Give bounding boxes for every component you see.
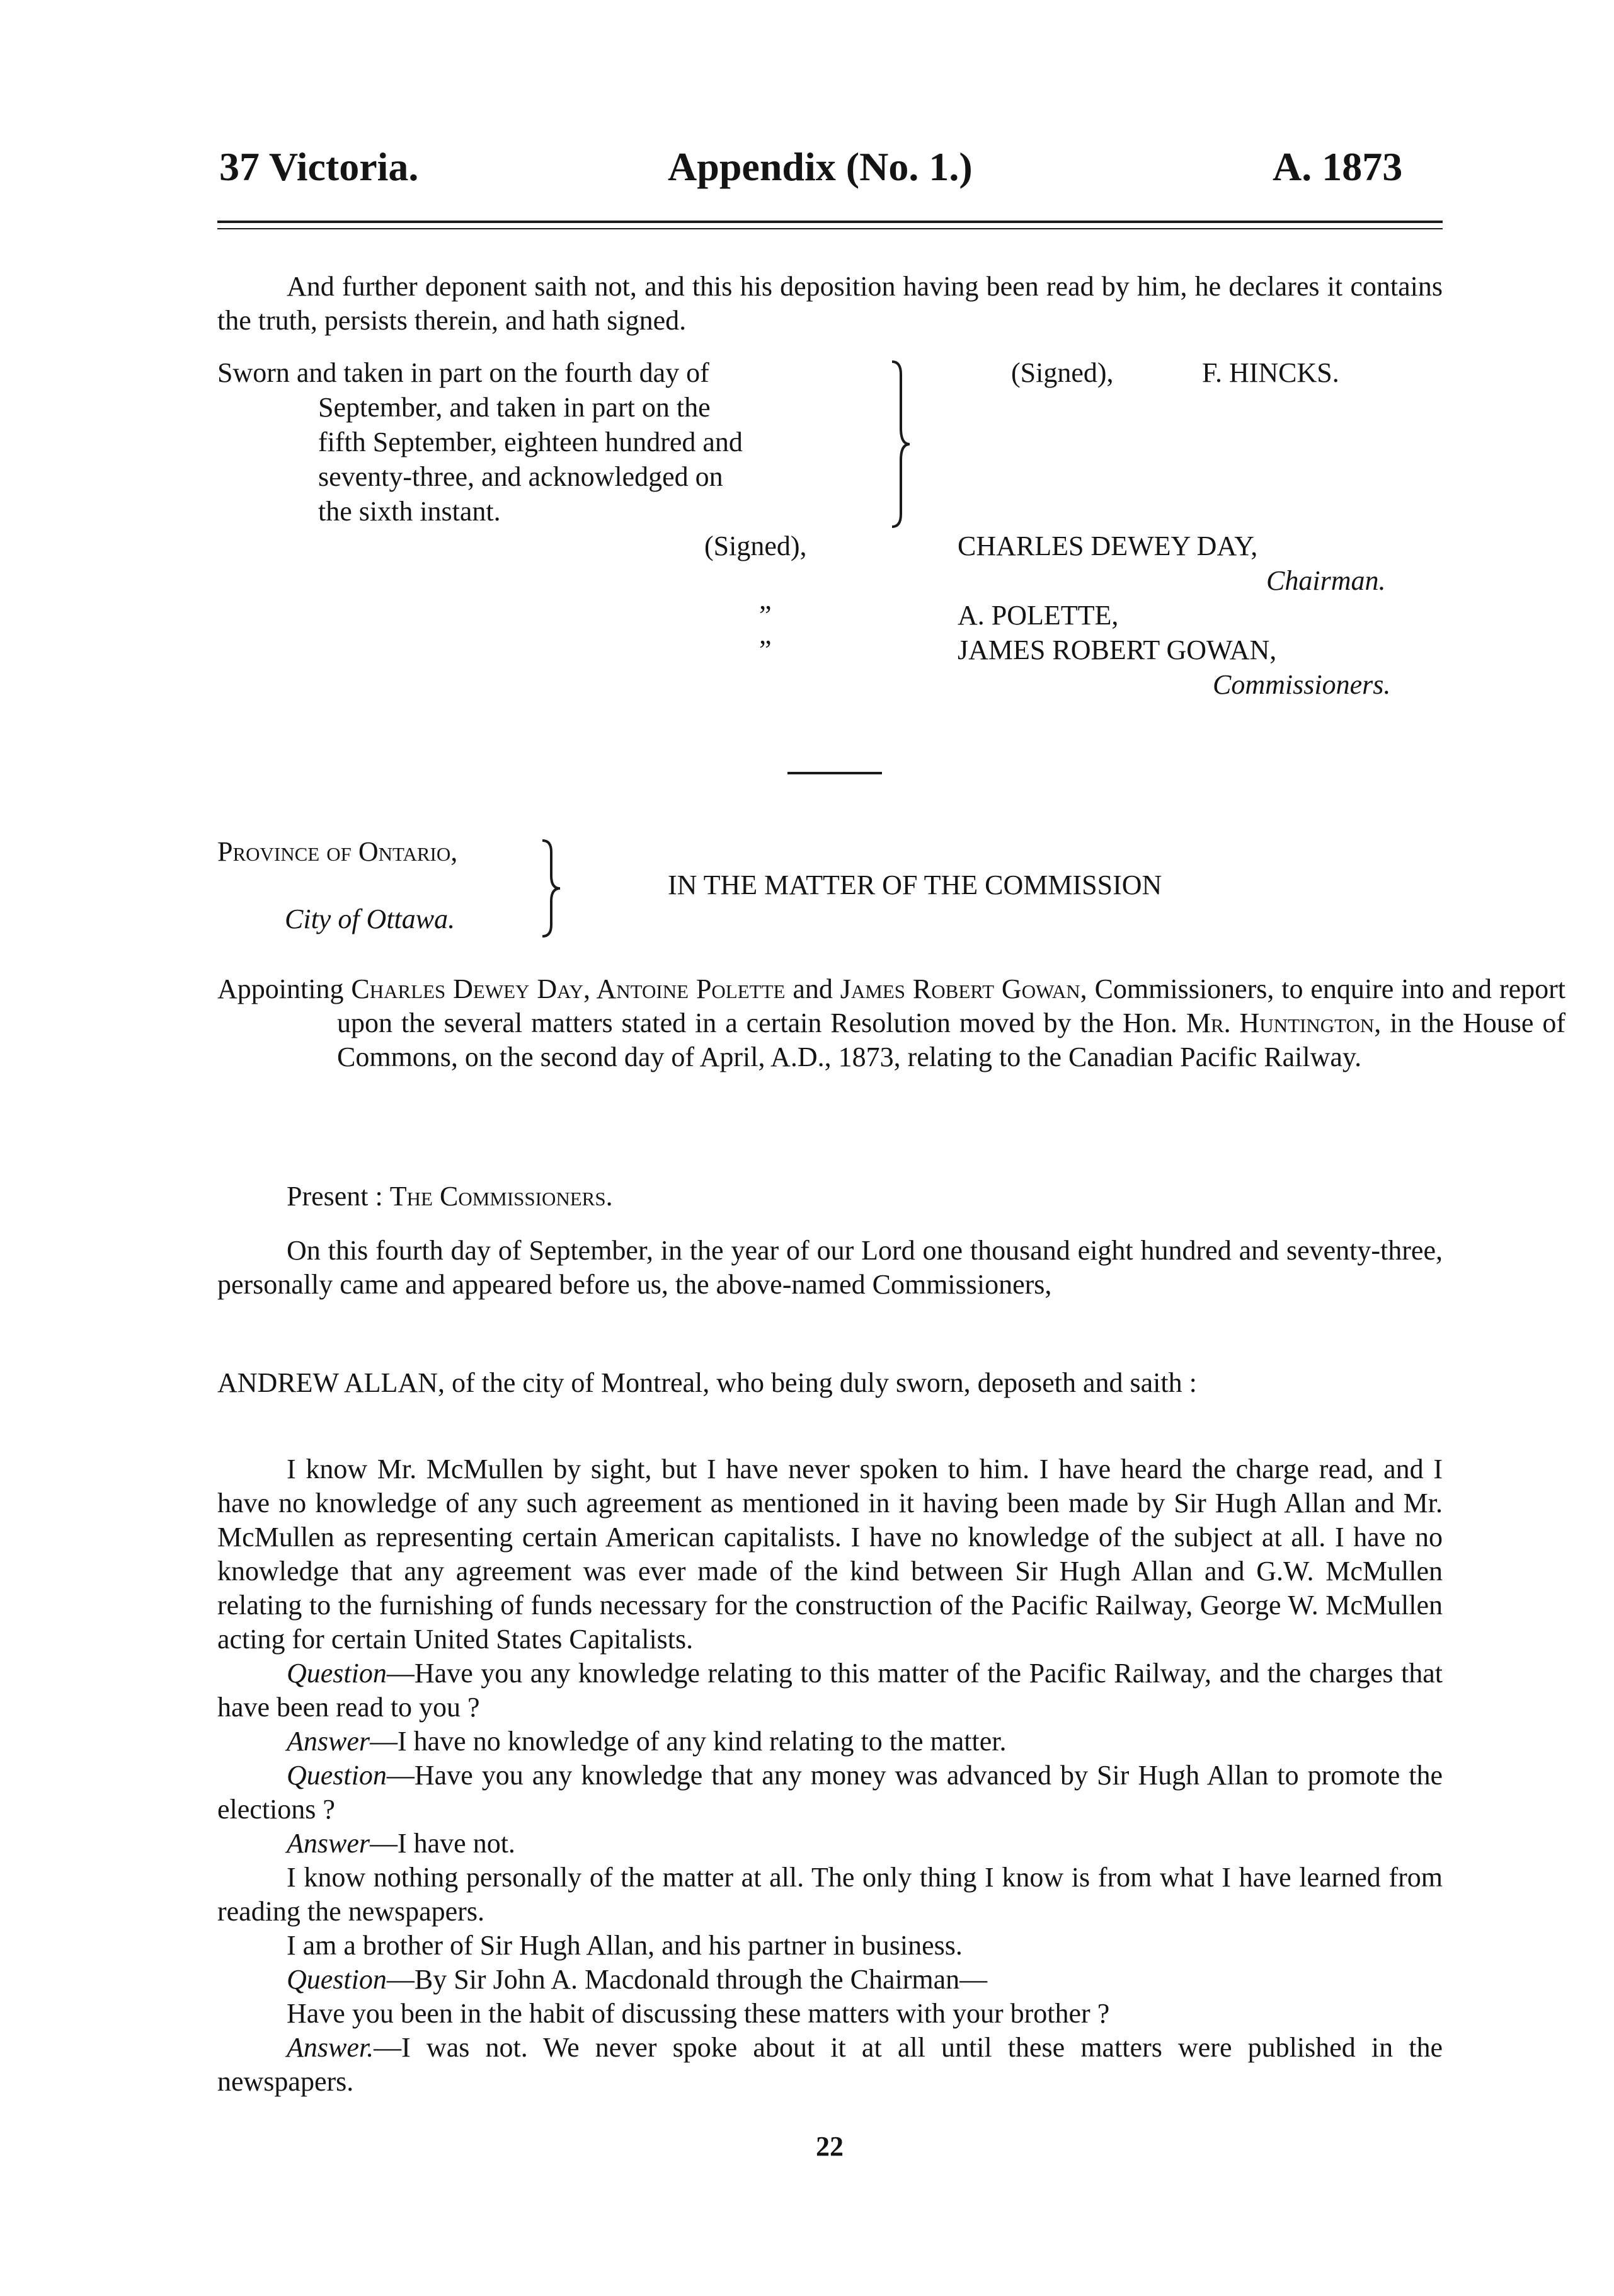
- sworn-line-2: September, and taken in part on the: [318, 392, 711, 423]
- commissioner-polette: A. POLETTE,: [958, 600, 1119, 631]
- sworn-line-5: the sixth instant.: [318, 496, 501, 527]
- venue-brace: [539, 838, 564, 939]
- commission-matter: IN THE MATTER OF THE COMMISSION: [668, 870, 1162, 900]
- appointing-body: Commissioners, to enquire into and report upon the several matters stated in a certain Resolution moved by the Hon.: [337, 973, 1566, 1038]
- appointing-body-end: in the House of Commons, on the second day of April, A.D., 1873, relating to the Canadian Pacific Railway.: [337, 1007, 1565, 1072]
- hincks-signed-label: (Signed),: [1011, 357, 1114, 388]
- opening-paragraph: On this fourth day of September, in the year of our Lord one thousand eight hundred and seventy-three, personally came and appeared before us, the above-named Commissioners,: [217, 1235, 1443, 1300]
- section-divider: [787, 772, 882, 774]
- appointing-mover: Mr. Huntington,: [1186, 1007, 1382, 1038]
- commissioner-gowan: JAMES ROBERT GOWAN,: [958, 634, 1277, 665]
- ditto-mark-2: ”: [759, 634, 772, 665]
- deposition-close: And further deponent saith not, and this his deposition having been read by him, he declares it contains the truth, persists therein, and hath signed.: [217, 271, 1443, 336]
- testimony-answer-1: Answer—I have no knowledge of any kind relating to the matter.: [287, 1726, 1007, 1757]
- appointing-names: Charles Dewey Day, Antoine Polette: [351, 973, 786, 1004]
- header-rule-top: [217, 221, 1443, 223]
- sworn-brace: [888, 359, 913, 529]
- testimony-para-3: I am a brother of Sir Hugh Allan, and his partner in business.: [287, 1930, 963, 1961]
- page-number: 22: [816, 2131, 844, 2162]
- witness-name: ANDREW ALLAN,: [217, 1367, 445, 1398]
- testimony-question-3: Question—By Sir John A. Macdonald through the Chairman—: [287, 1964, 988, 1995]
- testimony-question-1: Question—Have you any knowledge relating to this matter of the Pacific Railway, and the charges that have been read to you ?: [217, 1658, 1443, 1723]
- chairman-title: Chairman.: [1266, 565, 1386, 596]
- present-label: Present :: [287, 1181, 383, 1212]
- testimony-answer-3: Answer.—I was not. We never spoke about it at all until these matters were published in the newspapers.: [217, 2032, 1443, 2097]
- header-appendix: Appendix (No. 1.): [668, 144, 973, 189]
- witness-intro-text: of the city of Montreal, who being duly sworn, deposeth and saith :: [451, 1367, 1197, 1398]
- present-line: [287, 1180, 613, 1214]
- header-session: 37 Victoria.: [219, 144, 419, 189]
- venue-city: City of Ottawa.: [285, 904, 455, 934]
- witness-intro: [217, 1366, 1559, 1400]
- chairman-name: CHARLES DEWEY DAY,: [958, 531, 1258, 561]
- commissioners-signed-label: (Signed),: [704, 531, 807, 561]
- testimony-para-2: I know nothing personally of the matter at all. The only thing I know is from what I have learned from reading the newspapers.: [217, 1862, 1443, 1927]
- header-rule-bottom: [217, 228, 1443, 229]
- testimony-para-4: Have you been in the habit of discussing these matters with your brother ?: [287, 1998, 1110, 2029]
- appointing-paragraph: [217, 972, 1565, 1074]
- testimony-answer-2: Answer—I have not.: [287, 1828, 515, 1859]
- hincks-signature: F. HINCKS.: [1202, 357, 1339, 388]
- testimony: [217, 1452, 1443, 2099]
- testimony-para-1: I know Mr. McMullen by sight, but I have never spoken to him. I have heard the charge read, and I have no knowledge of any such agreement as mentioned in it having been made by Sir Hugh Allan and Mr. McMullen as representing certain American capitalists. I have no knowledge of the subject at all. I have no knowledge that any agreement was ever made of the kind between Sir Hugh Allan and G.W. McMullen relating to the furnishing of funds necessary for the construction of the Pacific Railway, George W. McMullen acting for certain United States Capitalists.: [217, 1454, 1443, 1655]
- appointing-lead: Appointing: [217, 973, 344, 1004]
- testimony-question-2: Question—Have you any knowledge that any money was advanced by Sir Hugh Allan to promote the elections ?: [217, 1760, 1443, 1825]
- sworn-line-1: Sworn and taken in part on the fourth day of: [217, 357, 709, 388]
- appointing-and: and: [793, 973, 833, 1004]
- header-year: A. 1873: [1273, 144, 1403, 189]
- present-value: The Commissioners.: [389, 1181, 613, 1212]
- venue-province: Province of Ontario,: [217, 836, 458, 867]
- ditto-mark-1: ”: [759, 600, 772, 631]
- commissioners-title: Commissioners.: [1213, 669, 1391, 700]
- sworn-line-3: fifth September, eighteen hundred and: [318, 427, 743, 457]
- appointing-name-last: James Robert Gowan,: [840, 973, 1087, 1004]
- sworn-line-4: seventy-three, and acknowledged on: [318, 461, 723, 492]
